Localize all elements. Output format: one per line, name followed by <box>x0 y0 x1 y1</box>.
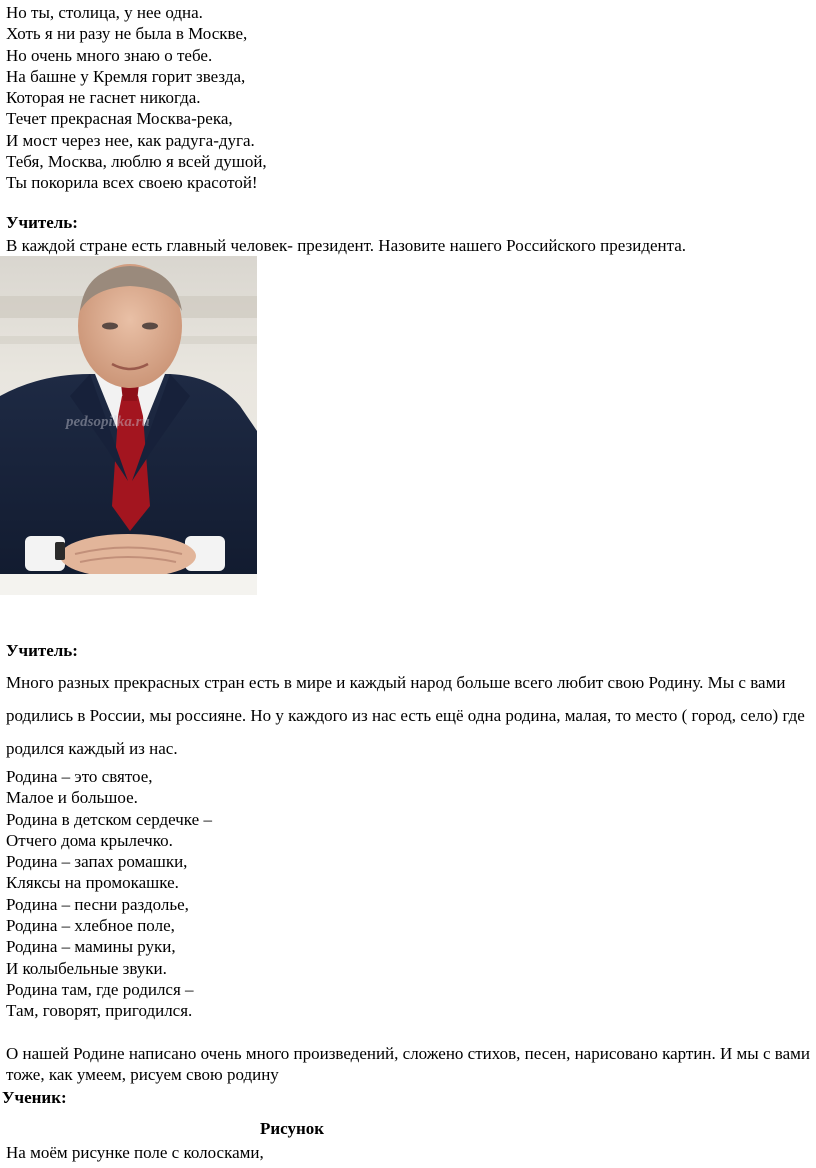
poem-line: И мост через нее, как радуга-дуга. <box>6 130 255 150</box>
poem-line: И колыбельные звуки. <box>6 958 167 978</box>
poem-line: Которая не гаснет никогда. <box>6 88 201 108</box>
poem-line: Родина – это святое, <box>6 767 153 786</box>
poem-line: На башне у Кремля горит звезда, <box>6 66 246 86</box>
poem-line: Тебя, Москва, люблю я всей душой, <box>6 152 267 172</box>
poem-line: Родина в детском сердечке – <box>6 809 212 829</box>
poem-line: Но очень много знаю о тебе. <box>6 45 213 65</box>
poem-line: Родина там, где родился – <box>6 979 194 999</box>
poem-line: Родина – запах ромашки, <box>6 852 188 872</box>
teacher-label: Учитель: <box>6 213 78 232</box>
poem-line: Отчего дома крылечко. <box>6 830 173 850</box>
poem-rodina <box>6 766 212 1022</box>
drawing-heading: Рисунок <box>260 1119 325 1138</box>
teacher-question: В каждой стране есть главный человек- президент. Назовите нашего Российского президента. <box>6 236 687 255</box>
president-photo <box>0 256 257 595</box>
poem-line: Но ты, столица, у нее одна. <box>6 3 203 22</box>
poem-line: Кляксы на промокашке. <box>6 873 179 893</box>
poem-line: Родина – песни раздолье, <box>6 894 189 914</box>
teacher-label: Учитель: <box>6 641 78 660</box>
poem-line: Там, говорят, пригодился. <box>6 1001 193 1021</box>
closing-paragraph: О нашей Родине написано очень много произведений, сложено стихов, песен, нарисовано картин. И мы с вами тоже, как умеем, рисуем свою родину <box>6 1044 810 1084</box>
poem-line: Хоть я ни разу не была в Москве, <box>6 24 248 44</box>
drawing-first-line: На моём рисунке поле с колосками, <box>6 1143 264 1162</box>
poem-line: Родина – хлебное поле, <box>6 916 175 936</box>
teacher-paragraph: Много разных прекрасных стран есть в мире и каждый народ больше всего любит свою Родину. Мы с вами родились в России, мы россияне. Но у каждого из нас есть ещё одна родина, малая, то место ( город, село) где родился каждый из нас. <box>6 673 805 758</box>
poem-moscow <box>6 2 267 194</box>
student-label: Ученик: <box>2 1088 67 1107</box>
poem-line: Малое и большое. <box>6 788 138 808</box>
photo-watermark: pedsopilka.ru <box>66 414 150 430</box>
poem-line: Течет прекрасная Москва-река, <box>6 109 233 129</box>
poem-line: Ты покорила всех своею красотой! <box>6 173 258 193</box>
poem-line: Родина – мамины руки, <box>6 937 176 957</box>
